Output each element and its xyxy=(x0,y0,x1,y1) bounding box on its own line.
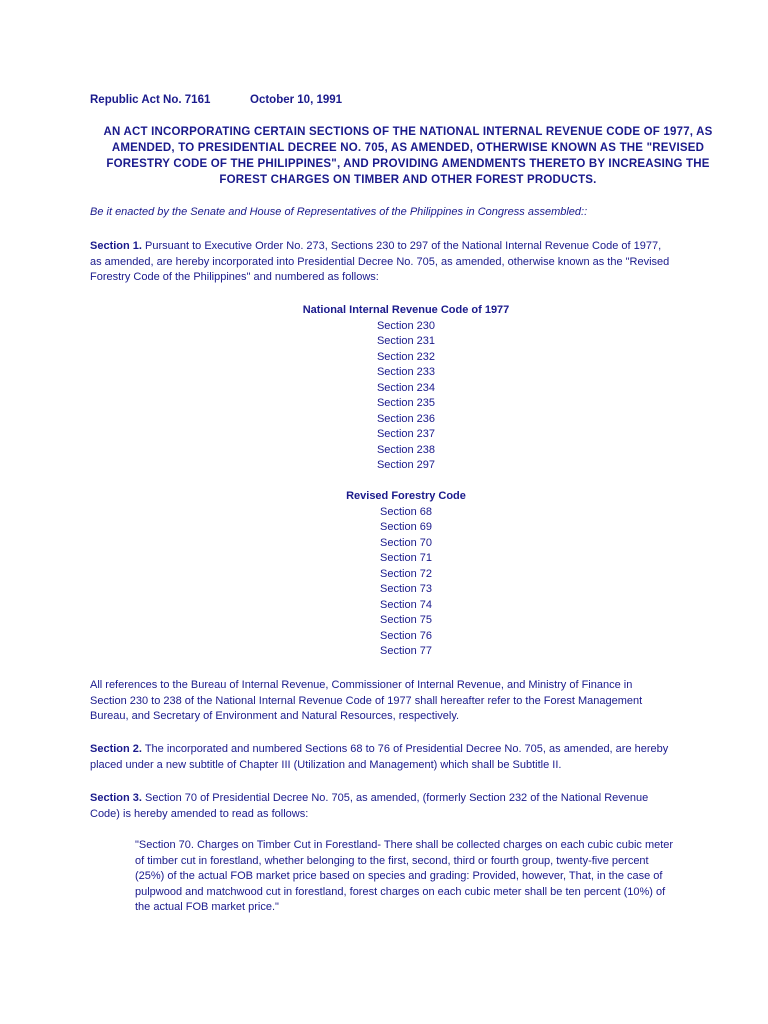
nirc-section-list xyxy=(200,303,612,474)
act-date: October 10, 1991 xyxy=(250,94,343,106)
list-item: Section 72 xyxy=(380,567,432,580)
list-item: Section 75 xyxy=(380,614,432,626)
rfc-section-list xyxy=(200,489,612,660)
list-item: Section 234 xyxy=(376,381,436,394)
act-title: AN ACT INCORPORATING CERTAIN SECTIONS OF THE NATIONAL INTERNAL REVENUE CODE OF 1977, AS AMENDED, TO PRESIDENTIAL DECREE NO. 705, AS AMENDED, OTHERWISE KNOWN AS THE "REVISED FORESTRY CODE OF THE PHILIPPINES", AND PROVIDING AMENDMENTS THERETO BY INCREASING THE FOREST CHARGES ON TIMBER AND OTHER FOREST PRODUCTS. xyxy=(103,126,713,186)
list-item: Section 77 xyxy=(380,645,432,657)
section-70-quote: "Section 70. Charges on Timber Cut in Forestland- There shall be collected charges on each cubic cubic meter of timber cut in forestland, whether belonging to the first, second, third or fourth group, twenty-five percent (25%) of the actual FOB market price based on species and grading: Provided, however, That, in the case of pulpwood and matchwood cut in forestland, forest charges on each cubic meter shall be ten percent (10%) of the actual FOB market price." xyxy=(135,839,674,913)
section-2 xyxy=(90,742,670,773)
list-item: Section 232 xyxy=(376,350,436,363)
list-item: Section 297 xyxy=(376,459,436,471)
section-2-label: Section 2. xyxy=(90,743,142,755)
section-2-text: The incorporated and numbered Sections 68 to 76 of Presidential Decree No. 705, as amended, are hereby placed under a new subtitle of Chapter III (Utilization and Management) which shall be Subtitle II. xyxy=(90,743,669,771)
section-3-label: Section 3. xyxy=(90,792,142,804)
section-1-text: Pursuant to Executive Order No. 273, Sections 230 to 297 of the National Internal Revenue Code of 1977, as amended, are hereby incorporated into Presidential Decree No. 705, as amended, otherwise known as the "Revised Forestry Code of the Philippines" and numbered as follows: xyxy=(90,240,670,283)
list-item: Section 69 xyxy=(380,521,432,533)
nirc-list-heading: National Internal Revenue Code of 1977 xyxy=(302,304,510,316)
list-item: Section 73 xyxy=(380,583,432,595)
rfc-list-heading: Revised Forestry Code xyxy=(346,490,466,502)
list-item: Section 76 xyxy=(380,629,432,642)
list-item: Section 236 xyxy=(376,412,436,425)
list-item: Section 70 xyxy=(380,536,432,549)
list-item: Section 233 xyxy=(376,366,436,378)
list-item: Section 230 xyxy=(376,319,436,332)
list-item: Section 237 xyxy=(376,428,436,440)
act-number: Republic Act No. 7161 xyxy=(90,94,211,106)
references-paragraph: All references to the Bureau of Internal Revenue, Commissioner of Internal Revenue, and Ministry of Finance in Section 230 to 238 of the National Internal Revenue Code of 1977 shall hereafter refer to the Forest Management Bureau, and Secretary of Environment and Natural Resources, respectively. xyxy=(90,679,643,722)
section-3-text: Section 70 of Presidential Decree No. 705, as amended, (formerly Section 232 of the National Revenue Code) is hereby amended to read as follows: xyxy=(90,792,649,820)
section-1 xyxy=(90,239,670,286)
list-item: Section 74 xyxy=(380,598,432,611)
section-1-label: Section 1. xyxy=(90,240,142,252)
list-item: Section 68 xyxy=(380,505,432,518)
list-item: Section 71 xyxy=(380,552,432,564)
list-item: Section 231 xyxy=(376,335,436,347)
document-header xyxy=(90,93,343,109)
enacting-clause: Be it enacted by the Senate and House of Representatives of the Philippines in Congress assembled:: xyxy=(90,206,588,218)
list-item: Section 238 xyxy=(376,443,436,456)
section-3 xyxy=(90,791,670,822)
list-item: Section 235 xyxy=(376,397,436,409)
